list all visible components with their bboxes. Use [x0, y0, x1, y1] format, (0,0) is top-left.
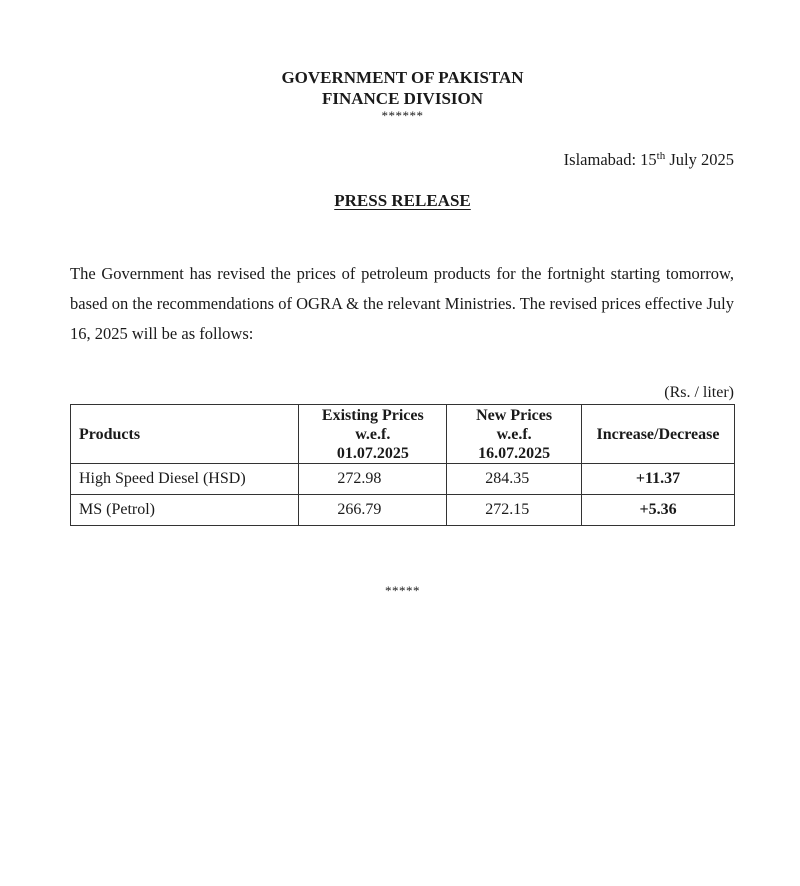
- footer-separator: *****: [385, 583, 420, 598]
- header-division: FINANCE DIVISION: [321, 89, 484, 108]
- dateline: [564, 150, 734, 170]
- cell-product: MS (Petrol): [71, 495, 299, 526]
- header-government: GOVERNMENT OF PAKISTAN: [281, 68, 524, 87]
- header-existing-line2: w.e.f.: [355, 425, 391, 443]
- body-paragraph: The Government has revised the prices of petroleum products for the fortnight starting tomorrow, based on the recommendations of OGRA & the relevant Ministries. The revised prices effective July 16, 2025 will be as follows:: [70, 264, 734, 343]
- header-separator: ******: [381, 108, 424, 123]
- dateline-place: Islamabad: 15: [563, 150, 657, 169]
- cell-product: High Speed Diesel (HSD): [71, 464, 299, 495]
- header-new-prices: [447, 405, 582, 464]
- cell-existing-price: 272.98: [299, 464, 447, 495]
- header-increase-decrease: Increase/Decrease: [582, 405, 735, 464]
- header-new-line3: 16.07.2025: [478, 444, 551, 462]
- cell-new-price: 284.35: [447, 464, 582, 495]
- price-table: [70, 404, 735, 526]
- header-new-line2: w.e.f.: [496, 425, 532, 443]
- header-existing-prices: [299, 405, 447, 464]
- cell-change: +11.37: [582, 464, 735, 495]
- dateline-superscript: th: [656, 150, 666, 162]
- header-existing-line1: Existing Prices: [321, 406, 424, 424]
- page-title: PRESS RELEASE: [334, 191, 471, 210]
- cell-existing-price: 266.79: [299, 495, 447, 526]
- table-row: [71, 464, 735, 495]
- header-existing-line3: 01.07.2025: [336, 444, 409, 462]
- dateline-rest: July 2025: [665, 150, 734, 169]
- table-unit-note: (Rs. / liter): [664, 384, 734, 401]
- cell-change: +5.36: [582, 495, 735, 526]
- cell-new-price: 272.15: [447, 495, 582, 526]
- table-row: [71, 495, 735, 526]
- table-header-row: [71, 405, 735, 464]
- header-products: Products: [71, 405, 299, 464]
- header-new-line1: New Prices: [476, 406, 553, 424]
